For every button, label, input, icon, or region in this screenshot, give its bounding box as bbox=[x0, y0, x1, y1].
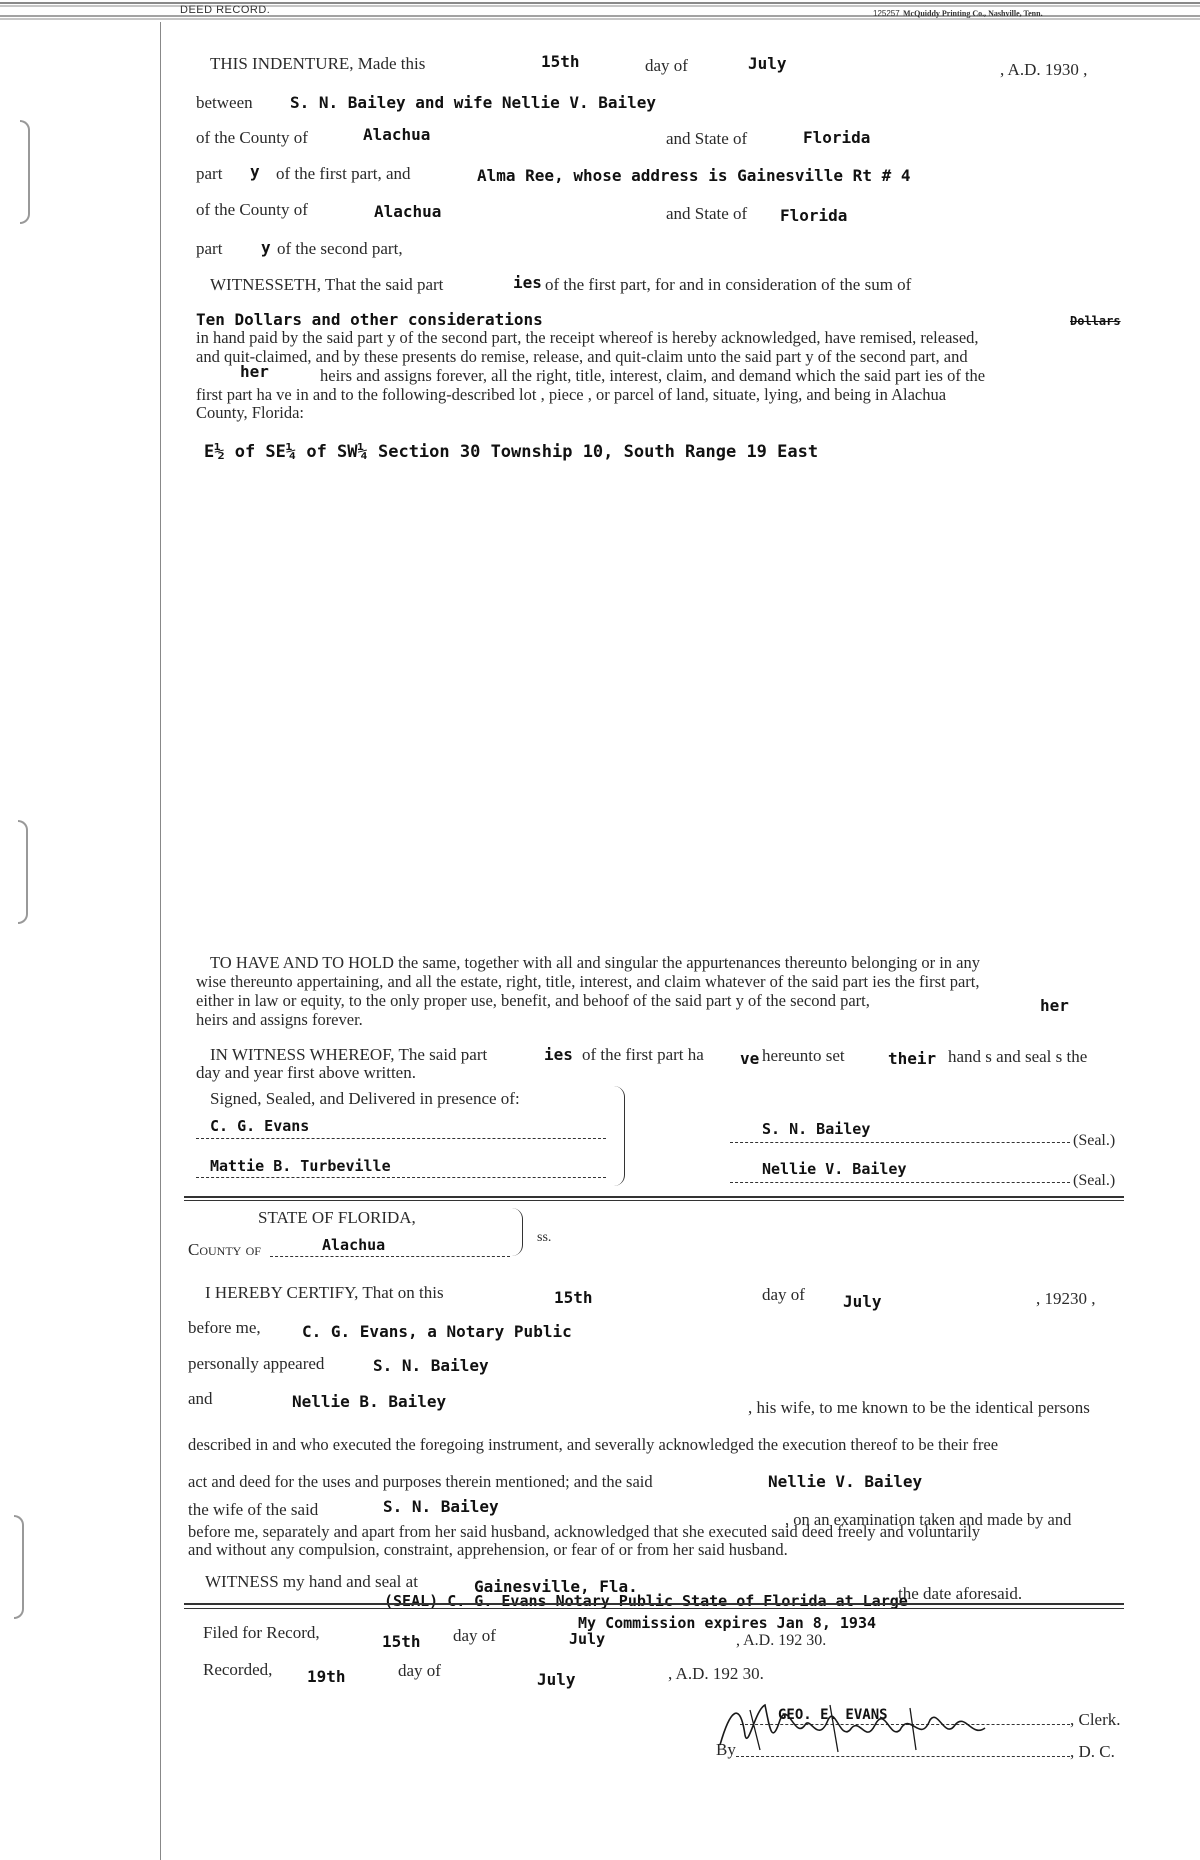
witness-ies: ies bbox=[544, 1045, 573, 1064]
grantee-state: Florida bbox=[780, 206, 848, 225]
signed-label: Signed, Sealed, and Delivered in presence of: bbox=[210, 1089, 520, 1108]
grant-body-line-2: and quit-claimed, and by these presents do remise, release, and quit-claim unto the said part y of the second part, and bbox=[196, 347, 968, 366]
legal-description: E½ of SE¼ of SW¼ Section 30 Township 10, South Range 19 East bbox=[204, 442, 819, 462]
form-number: 125257 bbox=[873, 9, 900, 18]
filed-day-of: day of bbox=[453, 1626, 496, 1645]
ack-county-line bbox=[270, 1256, 510, 1257]
and-label: and bbox=[188, 1389, 213, 1408]
recorded-label: Recorded, bbox=[203, 1660, 273, 1679]
clerk-label: , Clerk. bbox=[1070, 1710, 1121, 1729]
ack-county: Alachua bbox=[322, 1236, 386, 1254]
section-rule-1b bbox=[184, 1200, 1124, 1201]
witness-text-a: IN WITNESS WHEREOF, The said part bbox=[210, 1045, 488, 1064]
without-text: and without any compulsion, constraint, apprehension, or fear of or from her said husband. bbox=[188, 1540, 788, 1559]
act-text: act and deed for the uses and purposes therein mentioned; and the said bbox=[188, 1472, 653, 1491]
his-wife-text: , his wife, to me known to be the identical persons bbox=[748, 1398, 1090, 1417]
witnesseth-text-end: of the first part, for and in consideration of the sum of bbox=[545, 275, 912, 294]
recorded-day-of: day of bbox=[398, 1661, 441, 1680]
ack-day-of: day of bbox=[762, 1285, 805, 1304]
ss-brace bbox=[512, 1208, 523, 1256]
state-heading: STATE OF FLORIDA, bbox=[258, 1208, 416, 1227]
date-aforesaid: the date aforesaid. bbox=[898, 1584, 1023, 1603]
part-label-2: part bbox=[196, 239, 223, 258]
certify-text: I HEREBY CERTIFY, That on this bbox=[205, 1283, 444, 1302]
wife-of-name: S. N. Bailey bbox=[383, 1497, 499, 1516]
filed-label: Filed for Record, bbox=[203, 1623, 320, 1642]
habendum-her: her bbox=[1040, 996, 1069, 1015]
witnesseth-text: WITNESSETH, That the said part bbox=[210, 275, 444, 294]
county-label-2: of the County of bbox=[196, 200, 308, 219]
section-rule-2a bbox=[184, 1603, 1124, 1605]
filed-year: , A.D. 192 30. bbox=[736, 1632, 827, 1649]
grant-body-line-3: heirs and assigns forever, all the right, title, interest, claim, and demand which the said part ies of the bbox=[320, 366, 986, 385]
seal-2: (Seal.) bbox=[1073, 1172, 1116, 1189]
seal-1: (Seal.) bbox=[1073, 1132, 1116, 1149]
first-part-label: of the first part, and bbox=[276, 164, 411, 183]
deed-day: 15th bbox=[541, 52, 580, 71]
grantee: Alma Ree, whose address is Gainesville Rt # 4 bbox=[477, 166, 911, 185]
before-label: before me, bbox=[188, 1318, 261, 1337]
witness-1-line bbox=[196, 1138, 606, 1139]
second-part-label: of the second part, bbox=[277, 239, 403, 258]
grant-her: her bbox=[240, 362, 269, 381]
part-label-1: part bbox=[196, 164, 223, 183]
grant-body-line-1: in hand paid by the said part y of the second part, the receipt whereof is hereby acknowledged, have remised, released, bbox=[196, 328, 979, 347]
county-label: County of bbox=[188, 1240, 261, 1259]
witness-hand-text: WITNESS my hand and seal at bbox=[205, 1572, 418, 1591]
signature-brace bbox=[614, 1086, 625, 1186]
ack-month: July bbox=[843, 1292, 882, 1311]
state-label-1: and State of bbox=[666, 129, 748, 148]
exam-text: , on an examination taken and made by and bbox=[785, 1510, 1072, 1529]
commission-text: My Commission expires Jan 8, 1934 bbox=[578, 1614, 877, 1632]
described-text: described in and who executed the foregoing instrument, and severally acknowledged the execution thereof to be their free bbox=[188, 1435, 999, 1454]
binder-margin-line bbox=[160, 22, 161, 1860]
habendum-line-1: TO HAVE AND TO HOLD the same, together with all and singular the appurtenances thereunto belonging or in any bbox=[210, 953, 980, 972]
signer-2-line bbox=[730, 1182, 1070, 1183]
day-of-label: day of bbox=[645, 56, 688, 75]
part-suffix-1: y bbox=[250, 162, 260, 181]
deputy-clerk-signature bbox=[710, 1690, 1010, 1760]
dc-label: , D. C. bbox=[1070, 1742, 1115, 1761]
punch-hole-top bbox=[20, 120, 30, 224]
recorded-year: , A.D. 192 30. bbox=[668, 1664, 764, 1683]
recorded-month: July bbox=[537, 1670, 576, 1689]
ack-year: , 19230 , bbox=[1036, 1289, 1096, 1308]
witness-2-name: Mattie B. Turbeville bbox=[210, 1157, 391, 1175]
ack-place: Gainesville, Fla. bbox=[474, 1577, 638, 1596]
punch-hole-bottom bbox=[14, 1515, 24, 1619]
grantor-state: Florida bbox=[803, 128, 871, 147]
recorded-day: 19th bbox=[307, 1667, 346, 1686]
between-label: between bbox=[196, 93, 253, 112]
by-label: By bbox=[716, 1740, 736, 1759]
before-text: before me, separately and apart from her said husband, acknowledged that she executed said deed freely and voluntarily bbox=[188, 1522, 981, 1541]
deed-record-label: DEED RECORD. bbox=[180, 4, 271, 16]
filed-day: 15th bbox=[382, 1632, 421, 1651]
witness-text-b: of the first part ha bbox=[582, 1045, 704, 1064]
grant-body-line-4: first part ha ve in and to the following-described lot , piece , or parcel of land, situate, lying, and being in Alachua bbox=[196, 385, 947, 404]
section-rule-2b bbox=[184, 1608, 1124, 1609]
grantee-county: Alachua bbox=[374, 202, 442, 221]
grant-body-line-5: County, Florida: bbox=[196, 403, 305, 422]
appeared-label: personally appeared bbox=[188, 1354, 325, 1373]
habendum-line-4: heirs and assigns forever. bbox=[196, 1010, 363, 1029]
section-rule-1a bbox=[184, 1196, 1124, 1198]
filed-month: July bbox=[569, 1630, 606, 1648]
intro-text: THIS INDENTURE, Made this bbox=[210, 54, 426, 73]
printer-imprint: McQuiddy Printing Co., Nashville, Tenn. bbox=[903, 9, 1043, 18]
county-label-1: of the County of bbox=[196, 128, 308, 147]
witness-1-name: C. G. Evans bbox=[210, 1117, 310, 1135]
deed-year: , A.D. 1930 , bbox=[1000, 60, 1088, 79]
witness-text-d: hand s and seal s the bbox=[948, 1047, 1088, 1066]
part-suffix-2: y bbox=[261, 238, 271, 257]
struck-dollars: Dollars bbox=[1070, 314, 1121, 328]
witness-line-2: day and year first above written. bbox=[196, 1063, 416, 1082]
signer-2-name: Nellie V. Bailey bbox=[762, 1160, 907, 1178]
wife-of-text: the wife of the said bbox=[188, 1500, 319, 1519]
signer-1-name: S. N. Bailey bbox=[762, 1120, 871, 1138]
ss-label: ss. bbox=[537, 1230, 552, 1245]
habendum-line-2: wise thereunto appertaining, and all the estate, right, title, interest, and claim whatever of the said part ies the first part, bbox=[196, 972, 980, 991]
witnesseth-suffix: ies bbox=[513, 273, 542, 292]
deed-month: July bbox=[748, 54, 787, 73]
act-wife: Nellie V. Bailey bbox=[768, 1472, 923, 1491]
witness-ve: ve bbox=[740, 1049, 760, 1068]
witness-2-line bbox=[196, 1177, 606, 1178]
ack-day: 15th bbox=[554, 1288, 593, 1307]
grantor-county: Alachua bbox=[363, 125, 431, 144]
notary-seal-line: (SEAL) C. G. Evans Notary Public State of Florida at Large bbox=[384, 1592, 908, 1610]
punch-hole-middle bbox=[18, 820, 28, 924]
grantors: S. N. Bailey and wife Nellie V. Bailey bbox=[290, 93, 657, 112]
witness-their: their bbox=[888, 1049, 937, 1068]
witness-text-c: hereunto set bbox=[762, 1046, 845, 1065]
habendum-line-3: either in law or equity, to the only proper use, benefit, and behoof of the said part y of the second part, bbox=[196, 991, 870, 1010]
ack-officer: C. G. Evans, a Notary Public bbox=[302, 1322, 572, 1341]
ack-husband: S. N. Bailey bbox=[373, 1356, 489, 1375]
signer-1-line bbox=[730, 1142, 1070, 1143]
state-label-2: and State of bbox=[666, 204, 748, 223]
clerk-name: GEO. E. EVANS bbox=[778, 1707, 888, 1723]
ack-wife: Nellie B. Bailey bbox=[292, 1392, 447, 1411]
consideration: Ten Dollars and other considerations bbox=[196, 310, 543, 329]
